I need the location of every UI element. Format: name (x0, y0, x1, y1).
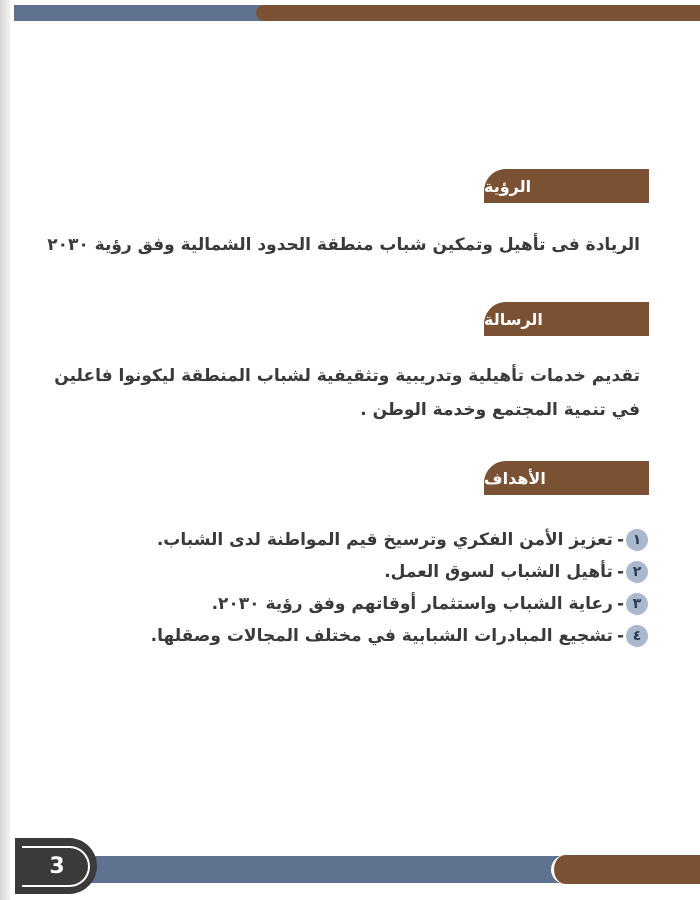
vision-title: الرؤية (484, 176, 532, 196)
header-brown-bar (256, 5, 700, 21)
mission-title: الرسالة (484, 309, 543, 329)
goal-item (157, 526, 648, 554)
goal-dash: - (616, 562, 624, 582)
goal-dash: - (616, 530, 624, 550)
goal-number-badge: ٤ (626, 625, 648, 647)
page-number: 3 (49, 854, 65, 879)
goal-number-badge: ٣ (626, 593, 648, 615)
vision-section-tab (484, 169, 649, 203)
goal-dash: - (616, 594, 624, 614)
goal-text: رعاية الشباب واستثمار أوقاتهم وفق رؤية ٢٠٣٠. (211, 594, 613, 614)
goal-item (151, 622, 648, 650)
footer-blue-bar (80, 856, 560, 883)
mission-text-line-2: في تنمية المجتمع وخدمة الوطن . (360, 400, 640, 420)
footer-brown-bar (551, 855, 700, 884)
page-edge-shadow (0, 0, 10, 900)
goal-text: تشجيع المبادرات الشبابية في مختلف المجالات وصقلها. (150, 626, 613, 646)
goal-item (384, 558, 648, 586)
goals-title: الأهداف (484, 468, 546, 488)
goal-dash: - (616, 626, 624, 646)
mission-section-tab (484, 302, 649, 336)
goal-text: تعزيز الأمن الفكري وترسيخ قيم المواطنة لدى الشباب. (156, 530, 613, 550)
goal-number-badge: ١ (626, 529, 648, 551)
goal-text: تأهيل الشباب لسوق العمل. (384, 562, 613, 582)
goal-number-badge: ٢ (626, 561, 648, 583)
vision-text: الريادة فى تأهيل وتمكين شباب منطقة الحدود الشمالية وفق رؤية ٢٠٣٠ (47, 235, 640, 255)
goals-section-tab (484, 461, 649, 495)
goal-item (212, 590, 648, 618)
mission-text-line-1: تقديم خدمات تأهيلية وتدريبية وتثقيفية لشباب المنطقة ليكونوا فاعلين (54, 366, 640, 386)
header-blue-bar (14, 5, 264, 21)
